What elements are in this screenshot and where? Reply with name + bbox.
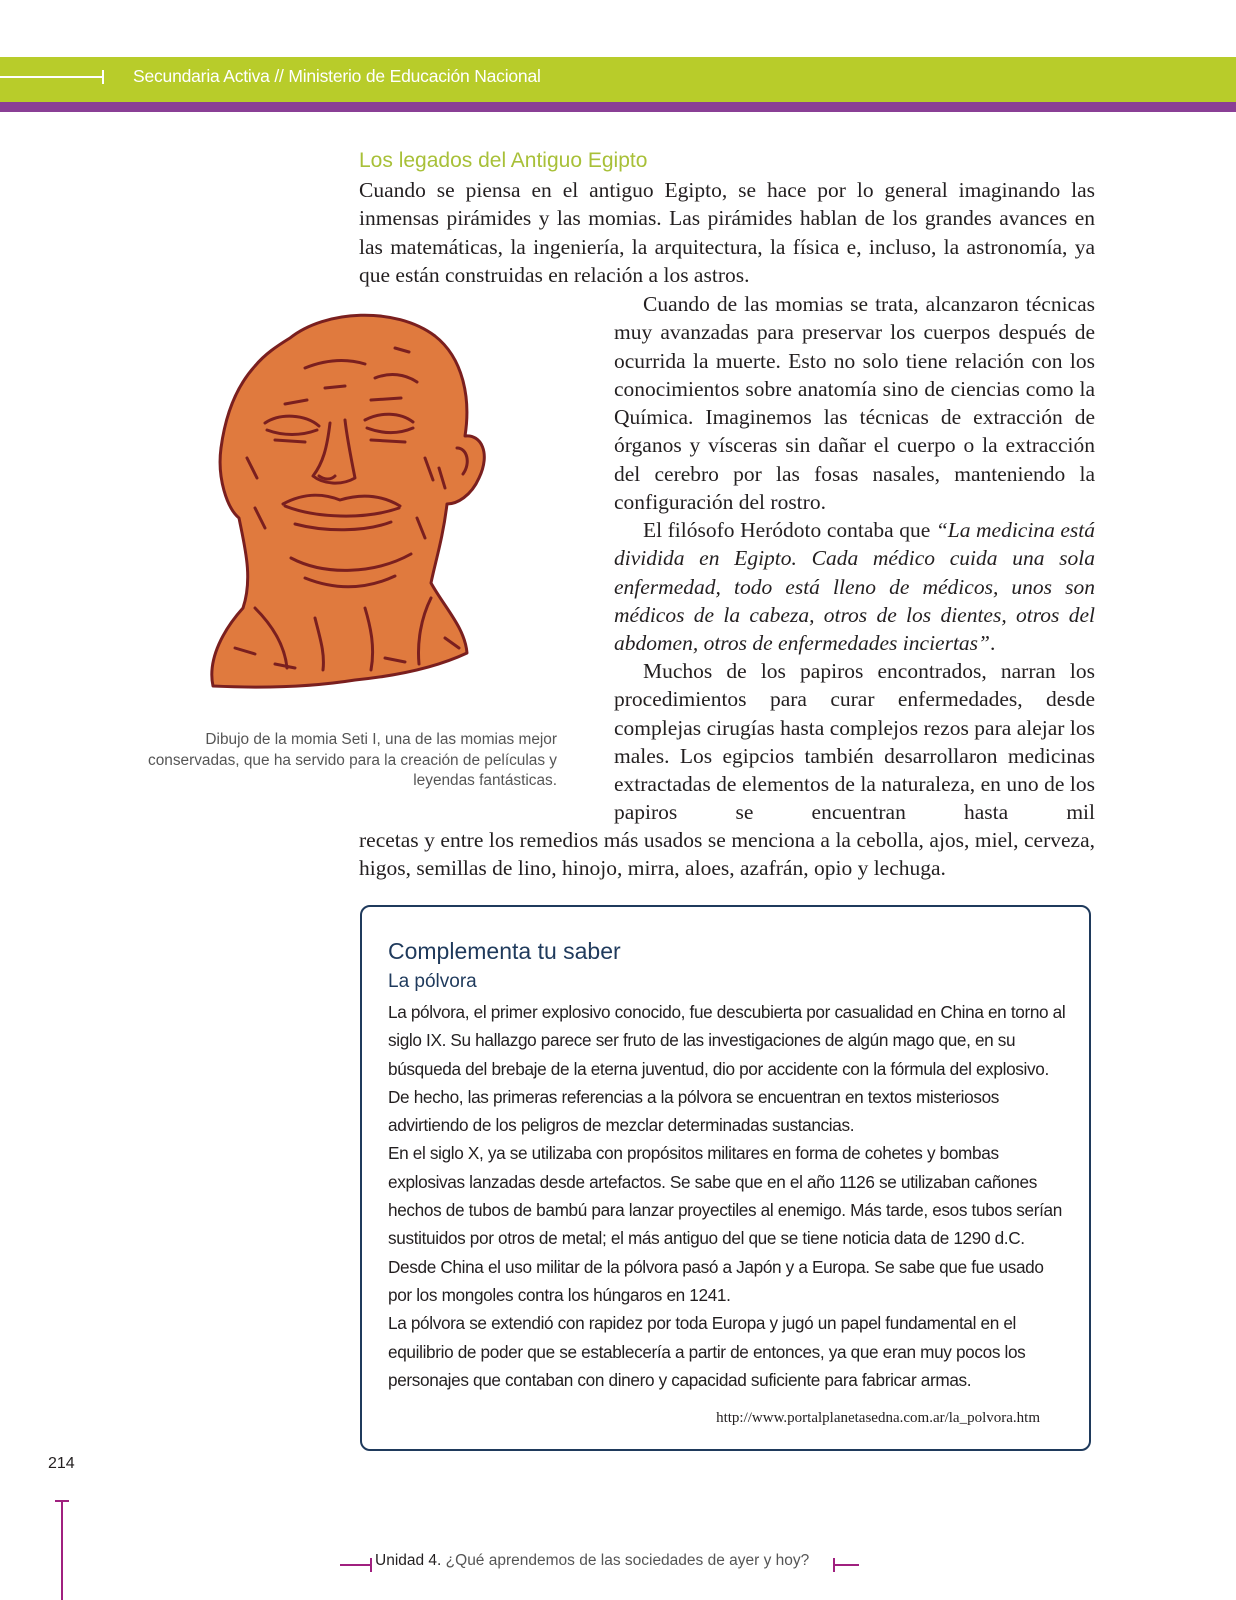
footer-vertical-rule	[61, 1500, 63, 1600]
info-box-body	[388, 998, 1068, 1394]
footer-unit-title	[375, 1552, 809, 1570]
footer-unit-question: ¿Qué aprendemos de las sociedades de ayer y hoy?	[441, 1552, 810, 1569]
footer-right-rule	[835, 1564, 859, 1566]
article-paragraph-1: Cuando se piensa en el antiguo Egipto, se hace por lo general imaginando las inmensas pirámides y las momias. Las pirámides hablan de los grandes avances en las matemáticas, la ingeniería, la arquitectura, la física e, incluso, la astronomía, ya que están construidas en relación a los astros.	[359, 178, 1095, 287]
info-box-paragraph-3: La pólvora se extendió con rapidez por toda Europa y jugó un papel fundamental en el equilibrio de poder que se establecería a partir de entonces, ya que eran muy pocos los personajes que contaban con dinero y capacidad suficiente para fabricar armas.	[388, 1313, 1026, 1390]
header-rule	[0, 76, 104, 78]
footer-left-rule	[340, 1564, 370, 1566]
section-title: Los legados del Antiguo Egipto	[359, 149, 648, 172]
info-box-paragraph-1: La pólvora, el primer explosivo conocido, fue descubierta por casualidad en China en torno al siglo IX. Su hallazgo parece ser fruto de las investigaciones de algún mago que, en su búsqueda del brebaje de la eterna juventud, dio por accidente con la fórmula del explosivo. De hecho, las primeras referencias a la pólvora se encuentran en textos misteriosos advirtiendo de los peligros de mezclar determinadas sustancias.	[388, 1002, 1066, 1136]
mummy-head-shape	[212, 315, 484, 687]
article-paragraph-2: Cuando de las momias se trata, alcanzaron técnicas muy avanzadas para preservar los cuerpos después de ocurrida la muerte. Esto no solo tiene relación con los conocimientos sobre anatomía sino de ciencias como la Química. Imaginemos las técnicas de extracción de órganos y vísceras sin dañar el cuerpo o la extracción del cerebro por las fosas nasales, manteniendo la configuración del rostro.	[614, 292, 1095, 515]
paragraph-3-end: .	[990, 631, 996, 656]
header-stripe	[0, 102, 1236, 112]
mummy-illustration	[195, 308, 505, 718]
article-paragraph-4: Muchos de los papiros encontrados, narran los procedimientos para curar enfermedades, desde complejas cirugías hasta complejos rezos para alejar los males. Los egipcios también desarrollaron medicinas extractadas de elementos de la naturaleza, en uno de los papiros se encuentran hasta mil	[614, 659, 1095, 825]
footer-left-tick	[370, 1558, 372, 1572]
info-box-subtitle: La pólvora	[388, 971, 477, 992]
footer-unit-label: Unidad 4.	[375, 1552, 442, 1569]
info-box-title: Complementa tu saber	[388, 938, 621, 964]
article-paragraph-5: recetas y entre los remedios más usados se menciona a la cebolla, ajos, miel, cerveza, higos, semillas de lino, hinojo, mirra, aloes, azafrán, opio y lechuga.	[359, 828, 1095, 881]
header-title: Secundaria Activa // Ministerio de Educación Nacional	[133, 66, 541, 86]
page-number: 214	[48, 1455, 75, 1472]
article-paragraph-3	[614, 516, 1095, 657]
paragraph-3-intro: El filósofo Heródoto contaba que	[643, 518, 936, 542]
header-rule-tick	[102, 70, 104, 84]
info-box-source-link[interactable]: http://www.portalplanetasedna.com.ar/la_polvora.htm	[716, 1410, 1040, 1426]
figure-caption: Dibujo de la momia Seti I, una de las momias mejor conservadas, que ha servido para la creación de películas y leyendas fantásticas.	[148, 731, 557, 789]
herodotus-quote: “La medicina está dividida en Egipto. Cada médico cuida una sola enfermedad, todo está lleno de médicos, unos son médicos de la cabeza, otros de los dientes, otros del abdomen, otros de enfermedades inciertas”	[614, 518, 1096, 656]
info-box-paragraph-2: En el siglo X, ya se utilizaba con propósitos militares en forma de cohetes y bombas explosivas lanzadas desde artefactos. Se sabe que en el año 1126 se utilizaban cañones hechos de tubos de bambú para lanzar proyectiles al enemigo. Más tarde, esos tubos serían sustituidos por otros de metal; el más antiguo del que se tiene noticia data de 1290 d.C. Desde China el uso militar de la pólvora pasó a Japón y a Europa. Se sabe que fue usado por los mongoles contra los húngaros en 1241.	[388, 1143, 1062, 1305]
